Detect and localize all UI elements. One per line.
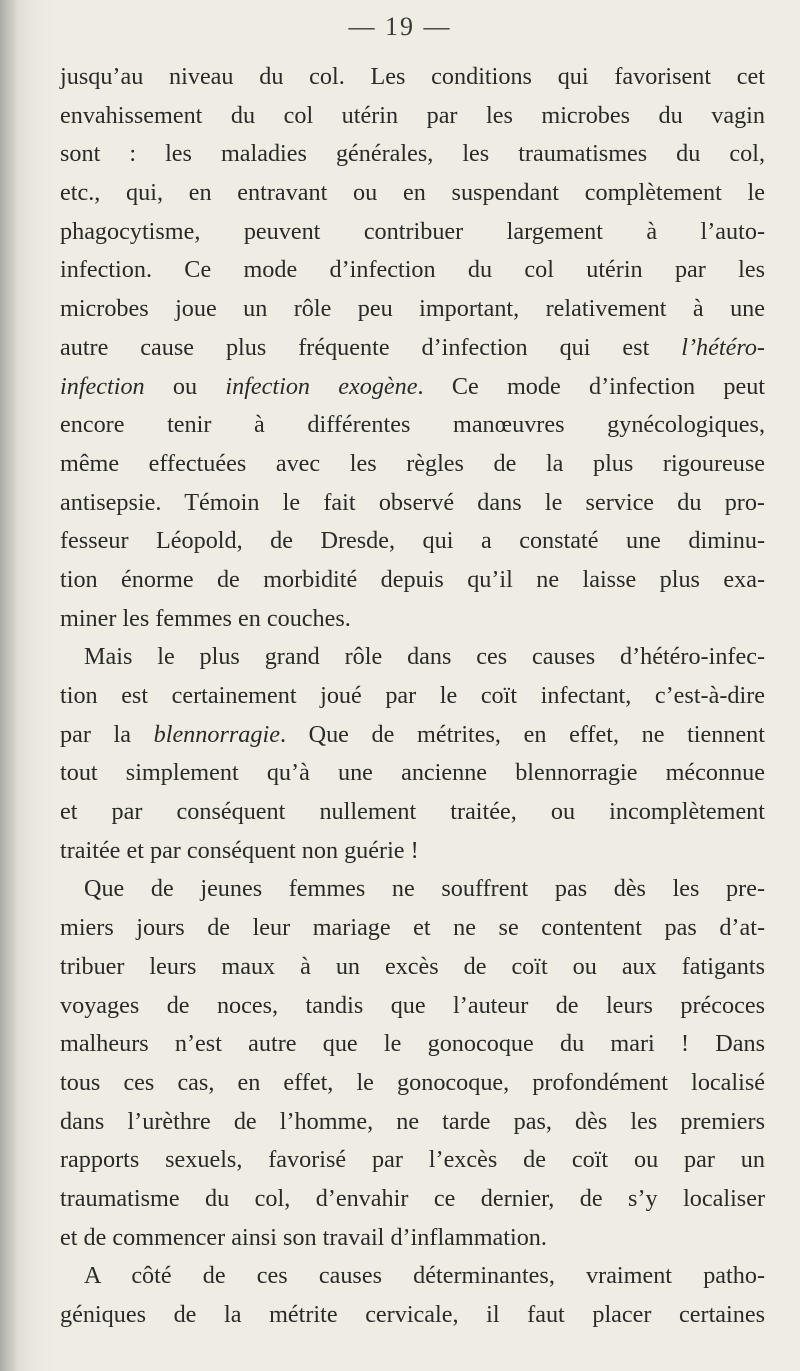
text-run: . Ce mode d’infection peut bbox=[417, 372, 766, 400]
text-line: microbes joue un rôle peu important, relativement à une bbox=[60, 295, 765, 323]
text-line: tous ces cas, en effet, le gonocoque, profondément localisé bbox=[60, 1068, 765, 1096]
italic-term: blennorragie bbox=[153, 720, 280, 748]
binding-shadow bbox=[0, 0, 18, 1371]
text-line-mixed bbox=[60, 329, 765, 368]
text-run: autre cause plus fréquente d’infection qui est bbox=[60, 333, 682, 361]
text-run: . Que de métrites, en effet, ne tiennent bbox=[279, 720, 765, 748]
body-text bbox=[60, 58, 765, 1335]
text-line: tout simplement qu’à une ancienne blennorragie méconnue bbox=[60, 759, 765, 787]
text-line: malheurs n’est autre que le gonocoque du mari ! Dans bbox=[60, 1030, 765, 1058]
italic-term: infection exogène bbox=[225, 372, 418, 400]
text-line: envahissement du col utérin par les microbes du vagin bbox=[60, 101, 765, 129]
text-line: même effectuées avec les règles de la plus rigoureuse bbox=[60, 449, 765, 477]
text-line: rapports sexuels, favorisé par l’excès de coït ou par un bbox=[60, 1146, 765, 1174]
page-number: — 19 — bbox=[348, 12, 452, 41]
text-line: encore tenir à différentes manœuvres gynécologiques, bbox=[60, 411, 765, 439]
text-line: fesseur Léopold, de Dresde, qui a constaté une diminu- bbox=[60, 527, 765, 555]
text-line: géniques de la métrite cervicale, il faut placer certaines bbox=[60, 1301, 765, 1328]
text-line: phagocytisme, peuvent contribuer largement à l’auto- bbox=[60, 217, 765, 245]
text-line: traumatisme du col, d’envahir ce dernier, de s’y localiser bbox=[60, 1184, 765, 1212]
text-line: sont : les maladies générales, les traumatismes du col, bbox=[60, 140, 765, 168]
text-line: dans l’urèthre de l’homme, ne tarde pas, dès les premiers bbox=[60, 1107, 765, 1135]
text-line: miner les femmes en couches. bbox=[60, 604, 351, 632]
italic-term: infection bbox=[60, 372, 145, 400]
text-line-mixed bbox=[60, 368, 765, 407]
text-line: infection. Ce mode d’infection du col utérin par les bbox=[60, 256, 765, 284]
text-line: et par conséquent nullement traitée, ou incomplètement bbox=[60, 798, 765, 826]
text-line: et de commencer ainsi son travail d’inflammation. bbox=[60, 1223, 547, 1251]
text-line: miers jours de leur mariage et ne se contentent pas d’at- bbox=[60, 914, 765, 942]
text-line: etc., qui, en entravant ou en suspendant complètement le bbox=[60, 179, 765, 207]
text-line: Mais le plus grand rôle dans ces causes d’hétéro-infec- bbox=[84, 643, 765, 671]
text-line: tion énorme de morbidité depuis qu’il ne laisse plus exa- bbox=[60, 565, 765, 593]
text-run: par la bbox=[60, 720, 154, 748]
text-line: jusqu’au niveau du col. Les conditions qui favorisent cet bbox=[60, 63, 765, 90]
text-line: tribuer leurs maux à un excès de coït ou aux fatigants bbox=[60, 952, 765, 980]
italic-term: l’hétéro- bbox=[681, 333, 765, 361]
text-line: traitée et par conséquent non guérie ! bbox=[60, 836, 419, 864]
text-line: antisepsie. Témoin le fait observé dans le service du pro- bbox=[60, 488, 765, 516]
text-line-mixed bbox=[60, 716, 765, 755]
text-line: tion est certainement joué par le coït infectant, c’est-à-dire bbox=[60, 682, 765, 709]
text-line: A côté de ces causes déterminantes, vraiment patho- bbox=[84, 1262, 765, 1290]
text-run: ou bbox=[144, 372, 226, 400]
text-line: Que de jeunes femmes ne souffrent pas dès les pre- bbox=[84, 875, 765, 903]
text-line: voyages de noces, tandis que l’auteur de leurs précoces bbox=[60, 991, 765, 1019]
